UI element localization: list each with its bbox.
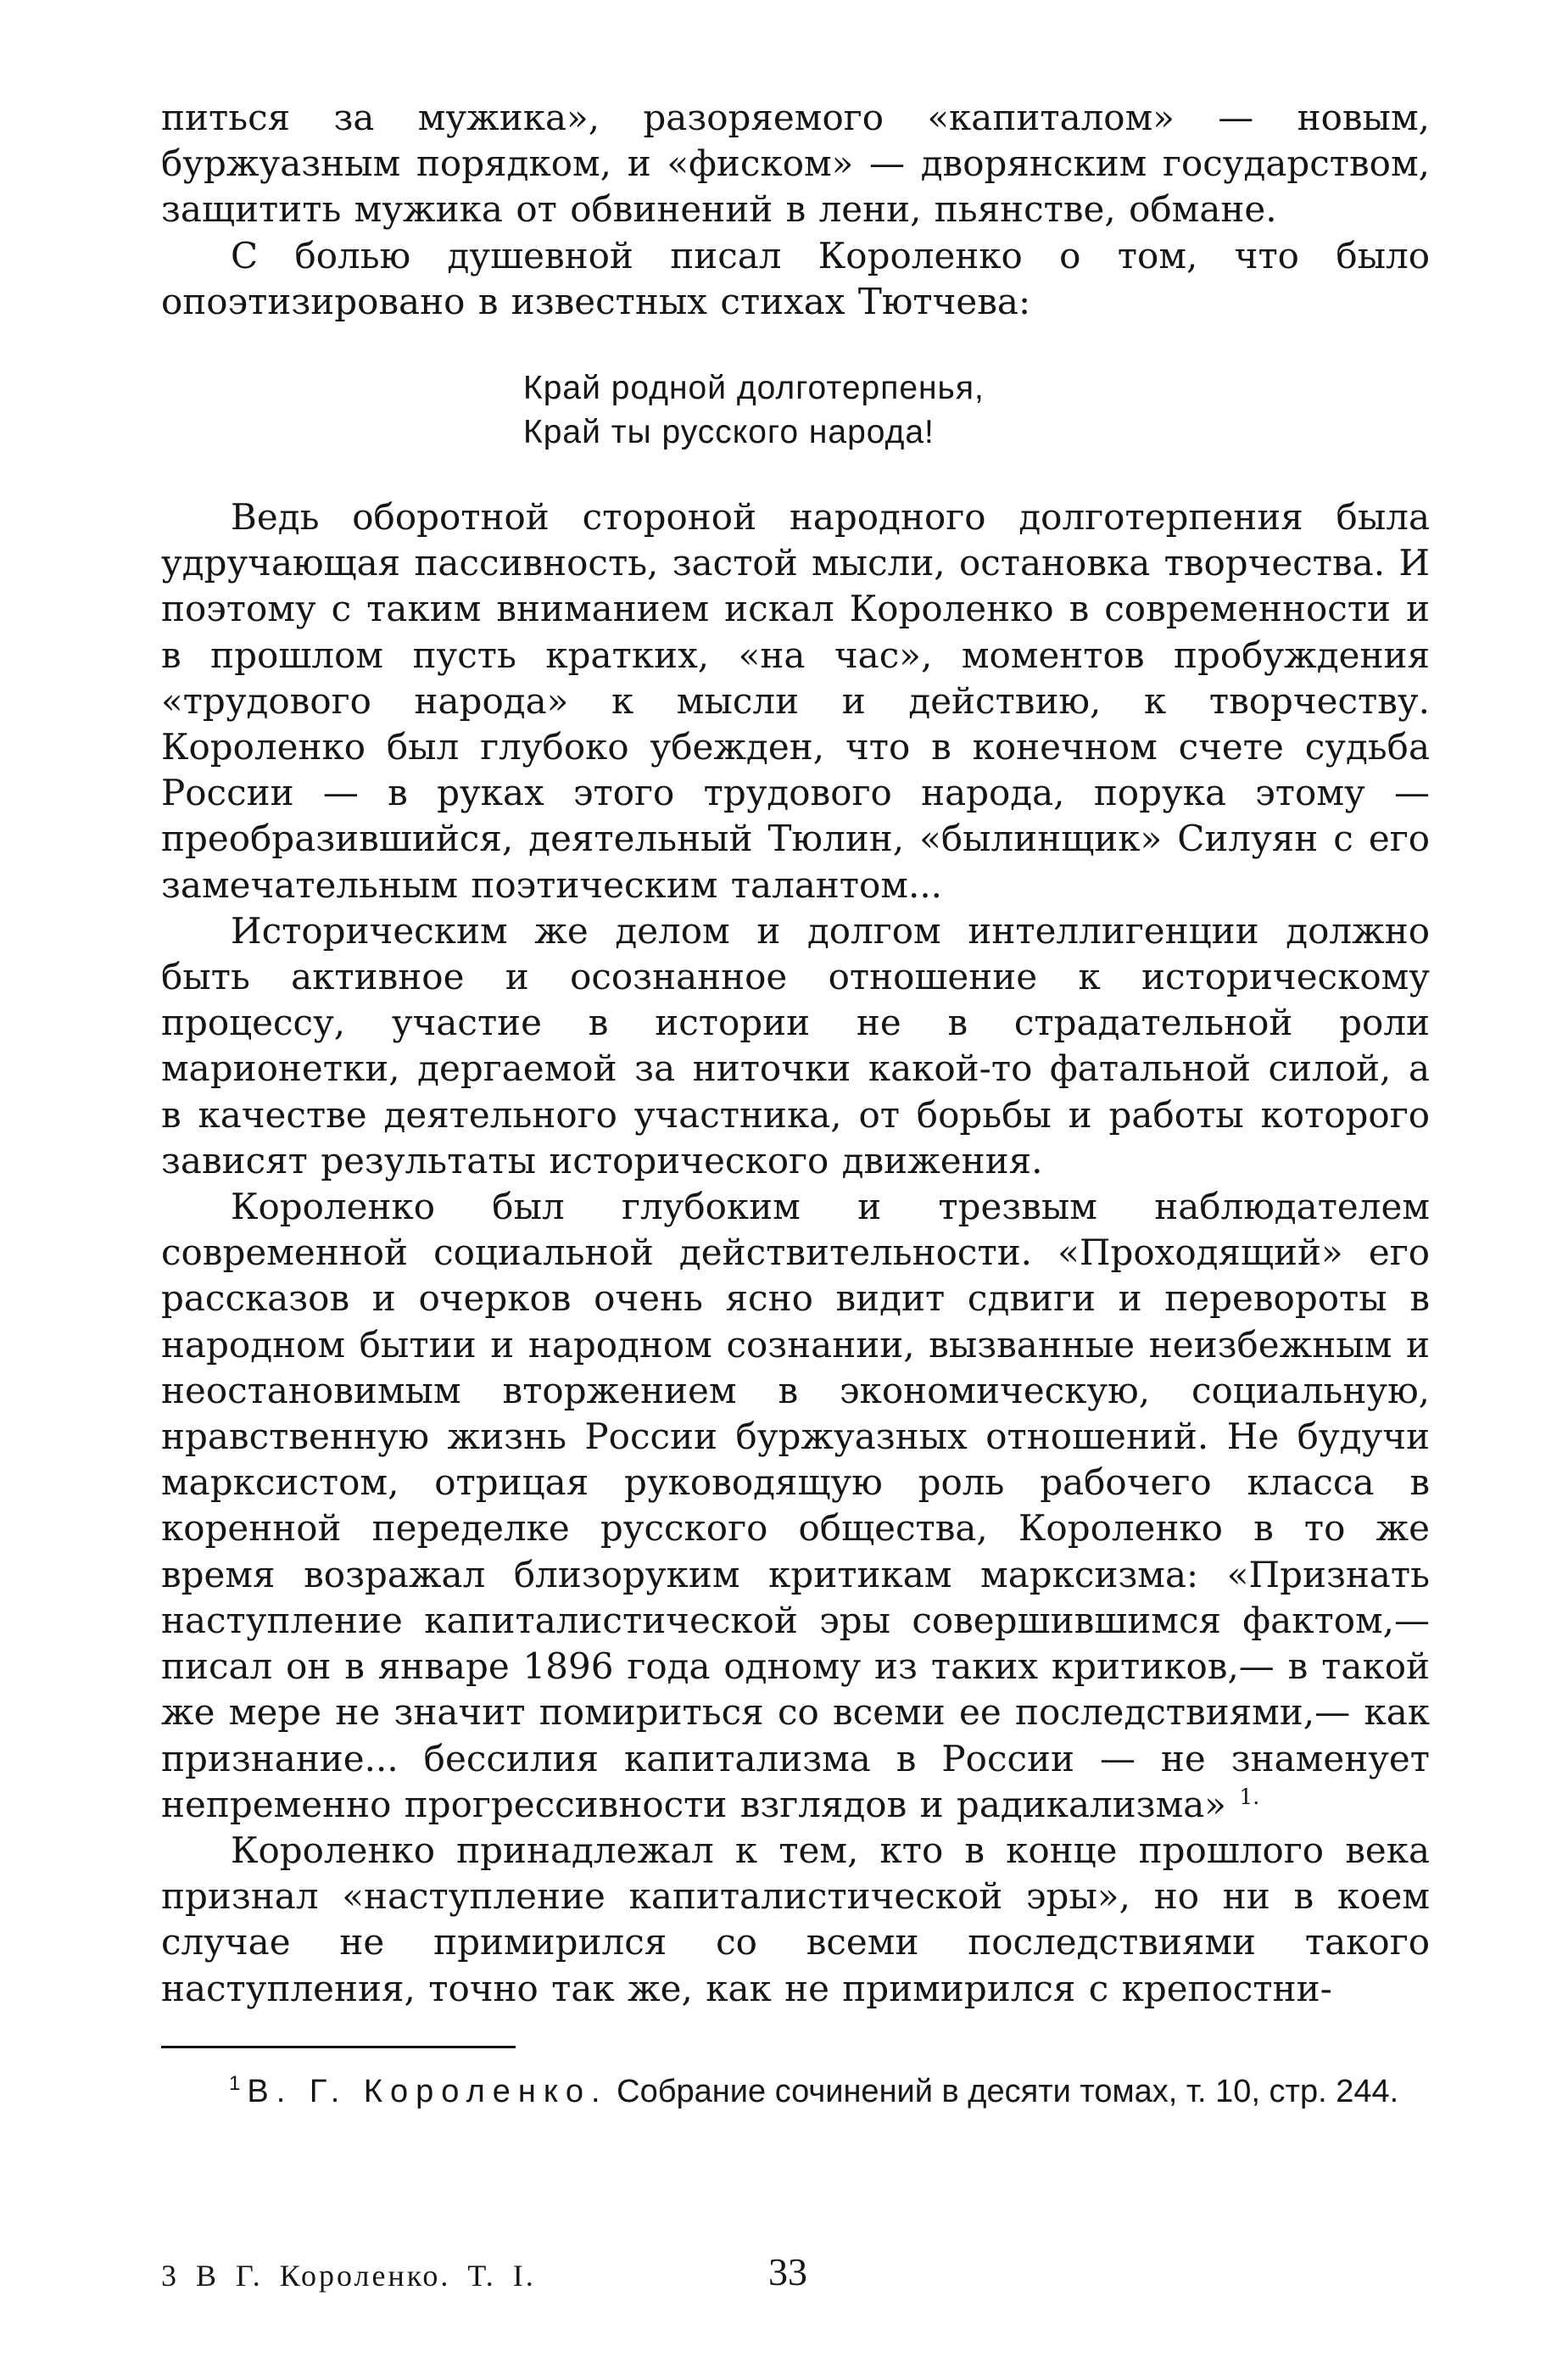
paragraph-passivity: Ведь оборотной стороной народного долготерпения была удручающая пассивность, застой мысли, остановка творчества. И поэтому с таким вниманием искал Короленко в современности и в прошлом пусть кратких, «на час», моментов пробуждения «трудового народа» к мысли и действию, к творчеству. Короленко был глубоко убежден, что в конечном счете судьба России — в руках этого трудового народа, порука этому — преобразившийся, деятельный Тюлин, «былинщик» Силуян с его замечательным поэтическим талантом... [161,496,1430,906]
footnote [161,2070,1430,2113]
footnote-marker: 1 [229,2072,241,2096]
footnote-reference: 1. [1239,1784,1260,1809]
paragraph-observer-text: Короленко был глубоким и трезвым наблюдателем современной социальной действительности. «Проходящий» его рассказов и очерков очень ясно видит сдвиги и перевороты в народном бытии и народном сознании, вызванные неизбежным и неостановимым вторжением в экономическую, социальную, нравственную жизнь России буржуазных отношений. Не будучи марксистом, отрицая руководящую роль рабочего класса в коренной переделке русского общества, Короленко в то же время возражал близоруким критикам марксизма: «Признать наступление капиталистической эры совершившимся фактом,— писал он в январе 1896 года одному из таких критиков,— в такой же мере не значит помириться со всеми ее последствиями,— как признание... бессилия капитализма в России — не знаменует непременно прогрессивности взглядов и радикализма» [161,1186,1430,1825]
footnote-text: Собрание сочинений в десяти томах, т. 10, стр. 244. [607,2073,1399,2109]
paragraph-tyutchev-intro: С болью душевной писал Короленко о том, что было опоэтизировано в известных стихах Тютчева: [161,234,1430,322]
page-body [161,95,1430,2113]
paragraph-continuation: питься за мужика», разоряемого «капиталом» — новым, буржуазным порядком, и «фиском» — дворянским государством, защитить мужика от обвинений в лени, пьянстве, обмане. [161,97,1430,231]
footnote-author: В. Г. Короленко. [247,2073,608,2109]
verse-quote [523,366,1430,455]
verse-line-2: Край ты русского народа! [523,414,935,451]
paragraph-observer [161,1184,1430,1828]
verse-line-1: Край родной долготерпенья, [523,370,985,407]
page-number: 33 [768,2250,807,2293]
printer-signature: 3 В Г. Короленко. Т. I. [161,2259,536,2293]
footnote-divider [161,2046,516,2048]
page-footer [161,2250,1430,2297]
paragraph-capitalism: Короленко принадлежал к тем, кто в конце прошлого века признал «наступление капиталистической эры», но ни в коем случае не примирился со всеми последствиями такого наступления, точно так же, как не примирился с крепостни- [161,1829,1430,2009]
paragraph-intelligentsia: Историческим же делом и долгом интеллигенции должно быть активное и осознанное отношение к историческому процессу, участие в истории не в страдательной роли марионетки, дергаемой за ниточки какой-то фатальной силой, а в качестве деятельного участника, от борьбы и работы которого зависят результаты исторического движения. [161,909,1430,1181]
